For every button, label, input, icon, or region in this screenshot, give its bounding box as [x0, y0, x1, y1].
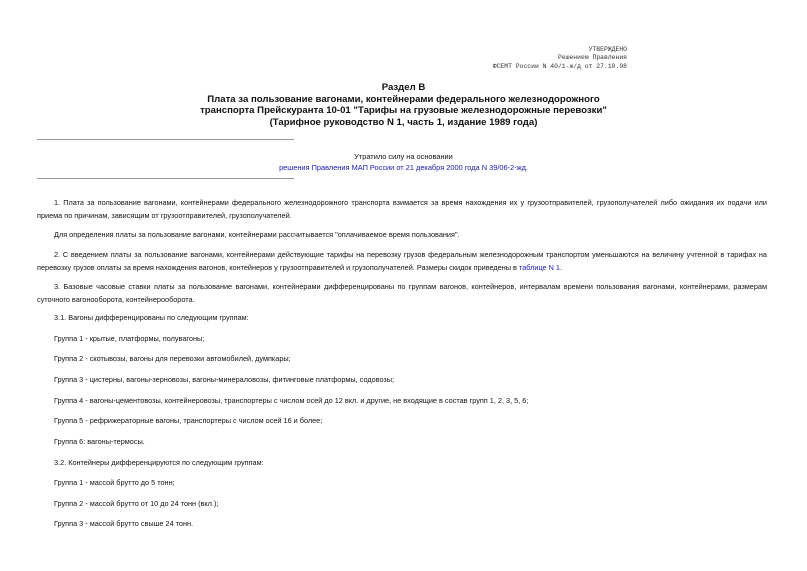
- container-group-3: Группа 3 - массой брутто свыше 24 тонн.: [54, 519, 194, 528]
- title-line: транспорта Прейскуранта 10-01 "Тарифы на грузовые железнодорожные перевозки": [200, 105, 607, 117]
- paragraph-2: Для определения платы за пользование вагонами, контейнерами рассчитывается "оплачиваемое время пользования".: [54, 230, 460, 239]
- approval-line: УТВЕРЖДЕНО: [588, 46, 627, 53]
- approval-line: ФСЕМТ России N 40/1-ж/д от 27.10.98: [492, 62, 627, 70]
- table-1-link[interactable]: таблице N 1: [518, 262, 560, 272]
- paragraph-3-text: 2. С введением платы за пользование вагонами, контейнерами действующие тарифы на перевозку грузов федеральным железнодорожным транспортом уменьшаются на величину учтенной в тарифах на перевозку грузов оплаты за время нахождения вагонов, контейнеров у грузоотправителей и грузополучателей. Размеры скидок приведены в: [37, 250, 767, 272]
- approval-stamp: [493, 46, 627, 71]
- container-group-1: Группа 1 - массой брутто до 5 тонн;: [54, 478, 175, 487]
- container-group-2: Группа 2 - массой брутто от 10 до 24 тонн (вкл.);: [54, 499, 219, 508]
- wagon-group-4: Группа 4 - вагоны-цементовозы, контейнеровозы, транспортеры с числом осей до 12 вкл. и другие, не входящие в состав групп 1, 2, 3, 5, 6;: [54, 396, 529, 405]
- divider-top: [37, 139, 294, 140]
- repeal-decision-link[interactable]: решения Правления МАП России от 21 декабря 2000 года N 39/06-2-жд.: [279, 163, 528, 172]
- title-line: (Тарифное руководство N 1, часть 1, издание 1989 года): [269, 116, 538, 128]
- wagon-group-3: Группа 3 - цистерны, вагоны-зерновозы, вагоны-минераловозы, фитинговые платформы, содовозы;: [54, 375, 395, 384]
- wagon-group-6: Группа 6: вагоны-термосы.: [54, 437, 145, 446]
- title-line: Плата за пользование вагонами, контейнерами федерального железнодорожного: [207, 93, 600, 105]
- repeal-notice: [0, 151, 807, 173]
- paragraph-container-groups-intro: 3.2. Контейнеры дифференцируются по следующим группам:: [54, 458, 264, 467]
- section-heading: Раздел В: [381, 82, 426, 93]
- paragraph-3-end: .: [560, 262, 563, 272]
- approval-line: Решением Правления: [557, 54, 627, 62]
- paragraph-1: 1. Плата за пользование вагонами, контейнерами федерального железнодорожного транспорта взимается за время нахождения их у грузоотправителей, грузополучателей либо ожидания их подачи или приема по причинам, зависящим от грузоотправителей, грузополучателей.: [37, 198, 767, 220]
- paragraph-4: 3. Базовые часовые ставки платы за пользование вагонами, контейнерами дифференцированы по группам вагонов, контейнеров, интервалам времени пользования вагонами, контейнерами, размерам суточного вагонооборота, контейнерооборота.: [37, 282, 767, 304]
- wagon-group-5: Группа 5 - рефрижераторные вагоны, транспортеры с числом осей 16 и более;: [54, 416, 323, 425]
- document-title: [0, 82, 807, 128]
- repeal-notice-text: Утратило силу на основании: [354, 152, 453, 161]
- divider-bottom: [37, 178, 294, 179]
- wagon-group-1: Группа 1 - крытые, платформы, полувагоны;: [54, 334, 205, 343]
- paragraph-3: [37, 249, 767, 274]
- wagon-group-2: Группа 2 - скотывозы, вагоны для перевозки автомобилей, думпкары;: [54, 354, 291, 363]
- paragraph-wagon-groups-intro: 3.1. Вагоны дифференцированы по следующим группам:: [54, 313, 249, 322]
